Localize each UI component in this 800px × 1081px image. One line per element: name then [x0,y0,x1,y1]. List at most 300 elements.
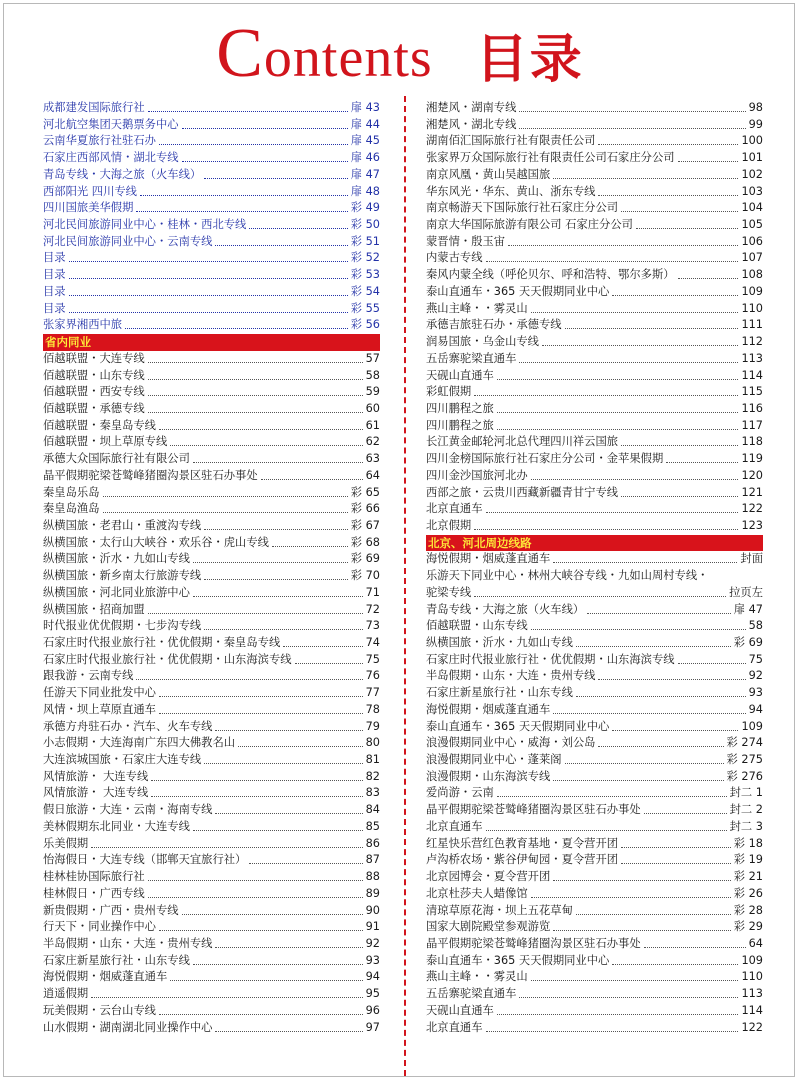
toc-entry[interactable] [43,267,380,284]
dot-leader [497,418,739,430]
toc-entry-page: 拉页左 [729,585,763,599]
toc-entry[interactable] [43,936,380,953]
dot-leader [553,919,730,931]
toc-entry-page: 117 [741,418,763,432]
toc-entry[interactable] [43,284,380,301]
toc-entry-page: 82 [365,769,380,783]
toc-entry[interactable] [43,819,380,836]
toc-entry-page: 彩 66 [350,502,380,516]
toc-entry[interactable] [426,986,763,1003]
dot-leader [69,250,348,262]
dot-leader [576,903,731,915]
toc-entry-title: 山水假期・湖南湖北同业操作中心 [43,1020,213,1034]
toc-entry[interactable] [426,351,763,368]
dot-leader [474,384,738,396]
toc-entry[interactable] [426,635,763,652]
toc-entry[interactable] [43,668,380,685]
toc-entry-page: 91 [365,920,380,934]
dot-leader [531,301,739,313]
toc-entry-page: 86 [365,836,380,850]
toc-entry[interactable] [426,184,763,201]
toc-entry-title: 乐游天下同业中心・林州大峡谷专线・九如山周村专线・ [426,569,709,583]
toc-entry-page: 扉 43 [350,101,380,114]
toc-entry[interactable] [43,802,380,819]
toc-entry-title: 四川金沙国旅河北办 [426,468,528,482]
toc-entry[interactable] [43,735,380,752]
toc-entry[interactable] [43,518,380,535]
toc-entry[interactable] [426,334,763,351]
toc-entry-page: 封二 1 [729,786,763,800]
toc-entry-title: 西部阳光 四川专线 [43,184,137,198]
toc-entry-title: 新贵假期・广西・贵州专线 [43,903,179,917]
toc-entry-title: 天砚山直通车 [426,368,494,382]
toc-entry[interactable] [43,133,380,150]
toc-entry-title: 内蒙古专线 [426,251,483,265]
dot-leader [204,618,362,630]
toc-entry-page: 彩 275 [726,753,763,767]
toc-entry-page: 92 [365,936,380,950]
toc-entry-title: 佰越联盟・西安专线 [43,385,145,399]
toc-entry[interactable] [43,886,380,903]
dot-leader [553,769,723,781]
toc-entry-page: 87 [365,853,380,867]
toc-entry[interactable] [43,401,380,418]
toc-entry[interactable] [43,234,380,251]
toc-entry[interactable] [43,852,380,869]
title-english-rest: ontents [263,27,433,89]
toc-entry-page: 101 [741,151,763,165]
toc-entry[interactable] [426,836,763,853]
dot-leader [69,267,348,279]
toc-entry-page: 79 [365,719,380,733]
dot-leader [644,802,727,814]
toc-entry[interactable] [426,384,763,401]
toc-entry[interactable] [426,919,763,936]
toc-entry[interactable] [43,418,380,435]
toc-entry[interactable] [43,117,380,134]
toc-entry[interactable] [426,936,763,953]
toc-entry[interactable] [43,969,380,986]
dot-leader [497,1003,739,1015]
dot-leader [531,468,739,480]
toc-entry[interactable] [43,919,380,936]
dot-leader [497,401,739,413]
toc-entry-title: 天砚山直通车 [426,1003,494,1017]
dot-leader [474,585,726,597]
dot-leader [621,836,731,848]
dot-leader [678,267,739,279]
toc-entry[interactable] [426,267,763,284]
toc-entry-title: 行天下・同业操作中心 [43,920,156,934]
toc-entry-page: 123 [741,518,763,532]
toc-entry-title: 国家大剧院殿堂参观游览 [426,920,551,934]
dot-leader [598,735,723,747]
dot-leader [598,668,745,680]
toc-entry-page: 99 [748,117,763,131]
toc-entry[interactable] [426,819,763,836]
toc-entry-page: 60 [365,401,380,415]
dot-leader [283,635,362,647]
toc-entry-title: 北京园博会・夏令营开团 [426,870,551,884]
dot-leader [666,451,738,463]
toc-entry-title: 纵横国旅・太行山大峡谷・欢乐谷・虎山专线 [43,535,269,549]
toc-entry[interactable] [426,133,763,150]
dot-leader [678,652,746,664]
dot-leader [553,869,730,881]
toc-entry[interactable] [43,250,380,267]
toc-entry[interactable] [43,568,380,585]
toc-entry[interactable] [43,485,380,502]
toc-entry[interactable] [426,200,763,217]
toc-entry[interactable] [426,167,763,184]
dot-leader [295,652,363,664]
toc-entry-title: 纵横国旅・沂水・九如山专线 [43,552,190,566]
toc-entry[interactable] [426,702,763,719]
dot-leader [678,150,739,162]
toc-entry-title: 半岛假期・山东・大连・贵州专线 [43,936,213,950]
toc-entry[interactable] [43,903,380,920]
dot-leader [272,535,348,547]
toc-entry-title: 爱尚游・云南 [426,786,494,800]
toc-entry-page: 彩 52 [350,251,380,265]
toc-entry[interactable] [426,551,763,568]
toc-entry-page: 封二 3 [729,819,763,833]
toc-entry-title: 乐美假期 [43,836,89,850]
toc-entry[interactable] [43,752,380,769]
toc-entry[interactable] [43,384,380,401]
toc-entry-title: 承德大众国际旅行社有限公司 [43,452,190,466]
toc-entry-title: 北京直通车 [426,1020,483,1034]
title-english [216,15,433,92]
toc-entry[interactable] [426,719,763,736]
toc-entry[interactable] [426,785,763,802]
toc-entry-page: 100 [741,134,763,148]
toc-entry-title: 晶平假期驼梁苍鹫峰猪圈沟景区驻石办事处 [426,936,641,950]
toc-entry-page: 彩 68 [350,535,380,549]
toc-entry[interactable] [43,167,380,184]
toc-entry-title: 河北民间旅游同业中心・云南专线 [43,234,213,248]
toc-entry[interactable] [426,652,763,669]
toc-entry-title: 石家庄新星旅行社・山东专线 [426,686,573,700]
toc-entry-title: 浪漫假期・山东海滨专线 [426,769,551,783]
dot-leader [621,485,738,497]
toc-entry[interactable] [43,468,380,485]
toc-entry[interactable] [426,886,763,903]
dot-leader [193,953,363,965]
toc-entry-title: 桂林假日・广西专线 [43,886,145,900]
dot-leader [636,217,739,229]
toc-entry-page: 93 [365,953,380,967]
toc-entry-title: 海悦假期・烟威蓬直通车 [426,702,551,716]
dot-leader [587,602,731,614]
toc-entry-page: 彩 26 [733,886,763,900]
toc-entry[interactable] [426,401,763,418]
toc-entry[interactable] [426,368,763,385]
toc-entry[interactable] [426,468,763,485]
toc-entry[interactable] [43,100,380,117]
toc-entry-page: 95 [365,987,380,1001]
dot-leader [215,802,362,814]
toc-entry-page: 84 [365,803,380,817]
toc-entry[interactable] [426,234,763,251]
toc-entry-title: 佰越联盟・坝上草原专线 [43,435,168,449]
toc-entry-title: 风情旅游・ 大连专线 [43,786,149,800]
dot-leader [565,752,724,764]
toc-entry-title: 逍遥假期 [43,987,89,1001]
dot-leader [182,150,348,162]
dot-leader [531,618,746,630]
toc-entry-title: 纵横国旅・沂水・九如山专线 [426,636,573,649]
toc-entry-page: 119 [741,452,763,466]
dot-leader [151,769,362,781]
toc-entry-page: 彩 69 [350,552,380,566]
toc-entry[interactable] [43,769,380,786]
toc-entry-title: 海悦假期・烟威蓬直通车 [43,970,168,984]
dot-leader [148,351,363,363]
toc-entry[interactable] [426,317,763,334]
toc-entry-page: 73 [365,619,380,633]
toc-entry[interactable] [426,735,763,752]
toc-entry-page: 109 [741,953,763,967]
toc-entry[interactable] [43,351,380,368]
toc-entry-page: 107 [741,251,763,265]
toc-entry-page: 彩 56 [350,318,380,332]
toc-entry-title: 石家庄新星旅行社・山东专线 [43,953,190,967]
dot-leader [486,250,739,262]
toc-entry-page: 彩 54 [350,284,380,298]
toc-entry[interactable] [43,501,380,518]
dot-leader [148,886,363,898]
toc-entry-title: 河北民间旅游同业中心・桂林・西北专线 [43,218,247,232]
toc-entry-title: 云南华夏旅行社驻石办 [43,134,156,148]
dot-leader [519,986,738,998]
toc-entry-title: 假日旅游・大连・云南・海南专线 [43,803,213,817]
toc-entry[interactable] [426,451,763,468]
toc-entry[interactable] [426,418,763,435]
toc-entry[interactable] [43,685,380,702]
toc-entry[interactable] [426,117,763,134]
toc-entry-title: 张家界湘西中旅 [43,318,123,332]
toc-entry[interactable] [43,317,380,334]
toc-entry[interactable] [426,301,763,318]
toc-entry[interactable] [426,752,763,769]
toc-entry-page: 扉 48 [350,184,380,198]
toc-entry-title: 四川金榜国际旅行社石家庄分公司・金苹果假期 [426,452,664,466]
toc-entry-title: 卢沟桥农场・紫谷伊甸园・夏令营开团 [426,853,619,867]
toc-entry[interactable] [426,802,763,819]
toc-entry-page: 120 [741,468,763,482]
dot-leader [565,317,739,329]
toc-entry[interactable] [43,1020,380,1037]
toc-entry[interactable] [426,585,763,602]
toc-entry[interactable] [426,217,763,234]
toc-entry[interactable] [426,869,763,886]
toc-entry-title: 纵横国旅・河北同业旅游中心 [43,585,190,599]
dot-leader [531,886,731,898]
toc-entry-title: 小志假期・大连海南广东四大佛教名山 [43,736,236,750]
toc-entry-title: 华东风光・华东、黄山、浙东专线 [426,184,596,198]
dot-leader [621,200,738,212]
toc-entry-title: 浪漫假期同业中心・威海・刘公岛 [426,736,596,750]
dot-leader [531,969,739,981]
toc-entry[interactable] [426,501,763,518]
toc-entry-page: 扉 47 [733,602,763,616]
toc-entry-page: 116 [741,401,763,415]
dot-leader [140,184,348,196]
toc-entry[interactable] [426,568,763,585]
toc-entry[interactable] [426,150,763,167]
toc-entry[interactable] [426,518,763,535]
dot-leader [542,334,738,346]
dot-leader [136,668,362,680]
toc-entry-title: 河北航空集团天鹅票务中心 [43,117,179,131]
dot-leader [598,184,738,196]
dot-leader [249,852,362,864]
dot-leader [182,117,348,129]
toc-entry[interactable] [426,969,763,986]
toc-entry-title: 青岛专线・大海之旅（火车线） [43,167,202,181]
toc-entry-page: 61 [365,418,380,432]
toc-entry-title: 燕山主峰・・雾灵山 [426,970,528,984]
toc-entry-page: 122 [741,502,763,516]
toc-entry[interactable] [43,785,380,802]
toc-entry-page: 扉 47 [350,167,380,181]
dot-leader [193,451,363,463]
toc-entry-title: 晶平假期驼梁苍鹫峰猪圈沟景区驻石办事处 [43,468,258,482]
toc-entry[interactable] [426,284,763,301]
toc-entry-page: 102 [741,167,763,181]
toc-entry-title: 海悦假期・烟威蓬直通车 [426,552,551,566]
toc-entry-title: 五岳寨驼梁直通车 [426,351,517,365]
toc-entry[interactable] [43,217,380,234]
toc-entry[interactable] [426,250,763,267]
dot-leader [553,702,745,714]
toc-entry-title: 时代报业优优假期・七步沟专线 [43,619,202,633]
toc-entry[interactable] [426,434,763,451]
toc-entry-title: 目录 [43,251,66,265]
toc-entry[interactable] [426,618,763,635]
dot-leader [497,368,739,380]
toc-entry[interactable] [43,551,380,568]
toc-entry-title: 佰越联盟・山东专线 [43,368,145,382]
dot-leader [159,919,363,931]
toc-entry-page: 彩 53 [350,268,380,282]
toc-entry[interactable] [43,635,380,652]
dot-leader [576,685,746,697]
dot-leader [204,568,348,580]
toc-entry-page: 83 [365,786,380,800]
toc-entry[interactable] [426,685,763,702]
toc-entry[interactable] [43,150,380,167]
dot-leader [553,551,737,563]
toc-entry[interactable] [43,200,380,217]
dot-leader [486,1020,739,1032]
toc-entry-page: 封二 2 [729,803,763,817]
toc-entry[interactable] [43,618,380,635]
toc-entry-page: 80 [365,736,380,750]
toc-entry-title: 驼梁专线 [426,585,472,599]
toc-entry-title: 半岛假期・山东・大连・贵州专线 [426,669,596,683]
toc-entry-title: 四川鹏程之旅 [426,401,494,415]
toc-entry-title: 美林假期东北同业・大连专线 [43,819,190,833]
dot-leader [612,719,738,731]
dot-leader [193,819,363,831]
toc-entry[interactable] [43,451,380,468]
toc-entry-title: 佰越联盟・承德专线 [43,401,145,415]
dot-leader [519,100,745,112]
toc-entry-page: 98 [748,101,763,114]
toc-right-column [426,100,763,1036]
toc-entry-page: 彩 28 [733,903,763,917]
dot-leader [103,485,348,497]
toc-entry[interactable] [43,368,380,385]
dot-leader [204,167,348,179]
toc-entry-page: 113 [741,987,763,1001]
dot-leader [249,217,347,229]
toc-entry-page: 扉 45 [350,134,380,148]
toc-entry[interactable] [43,184,380,201]
toc-entry[interactable] [426,852,763,869]
toc-entry[interactable] [43,953,380,970]
toc-entry[interactable] [426,602,763,619]
dot-leader [69,284,348,296]
toc-entry[interactable] [426,100,763,117]
toc-entry[interactable] [426,1020,763,1037]
toc-entry[interactable] [43,836,380,853]
dot-leader [474,518,738,530]
toc-entry-page: 94 [365,970,380,984]
toc-entry[interactable] [43,602,380,619]
toc-entry-page: 114 [741,368,763,382]
toc-entry-page: 113 [741,351,763,365]
toc-entry[interactable] [43,535,380,552]
toc-entry[interactable] [426,485,763,502]
toc-entry[interactable] [426,953,763,970]
toc-entry-page: 扉 44 [350,117,380,131]
toc-entry-title: 张家界万众国际旅行社有限责任公司石家庄分公司 [426,151,675,165]
toc-entry[interactable] [426,903,763,920]
toc-entry[interactable] [43,702,380,719]
toc-entry[interactable] [43,1003,380,1020]
toc-left-column [43,100,380,1036]
toc-entry-title: 纵横国旅・招商加盟 [43,602,145,616]
toc-entry-title: 佰越联盟・大连专线 [43,351,145,365]
toc-entry[interactable] [43,652,380,669]
dot-leader [215,936,362,948]
dot-leader [644,936,746,948]
toc-entry[interactable] [43,869,380,886]
toc-entry[interactable] [426,668,763,685]
toc-entry[interactable] [43,301,380,318]
toc-entry-page: 121 [741,485,763,499]
toc-entry[interactable] [43,585,380,602]
toc-entry[interactable] [43,719,380,736]
toc-entry[interactable] [43,434,380,451]
toc-entry[interactable] [426,769,763,786]
toc-entry[interactable] [43,986,380,1003]
toc-entry-title: 桂林桂协国际旅行社 [43,870,145,884]
dot-leader [148,100,348,112]
toc-entry-title: 南京畅游天下国际旅行社石家庄分公司 [426,201,619,215]
toc-entry-title: 润易国旅・乌金山专线 [426,335,539,349]
dot-leader [519,351,738,363]
toc-entry-title: 成都建发国际旅行社 [43,101,145,114]
toc-entry[interactable] [426,1003,763,1020]
toc-entry-page: 122 [741,1020,763,1034]
dot-leader [215,234,347,246]
dot-leader [598,133,738,145]
toc-entry-page: 109 [741,719,763,733]
